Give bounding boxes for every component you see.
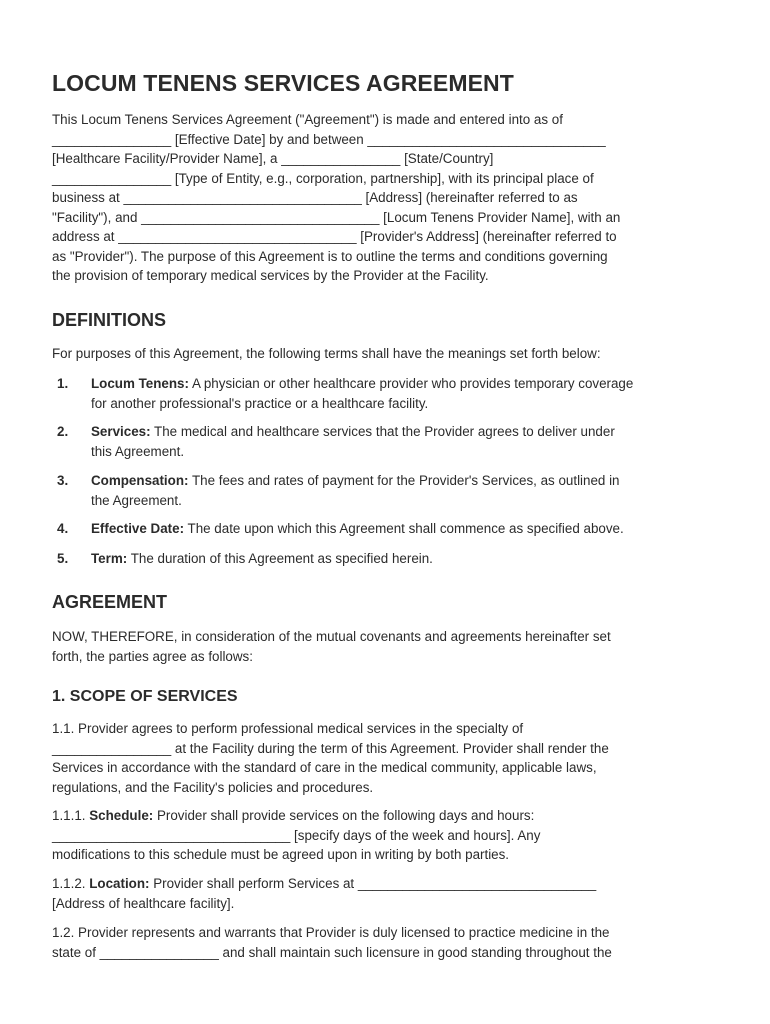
definition-term: Effective Date:: [91, 521, 185, 536]
scope-line: state of ________________ and shall maintain such licensure in good standing throughout the: [52, 944, 612, 960]
definition-text: The medical and healthcare services that the Provider agrees to deliver under: [150, 424, 615, 439]
clause-label: Location:: [89, 876, 150, 891]
intro-line: the provision of temporary medical services by the Provider at the Facility.: [52, 268, 489, 283]
scope-paragraph-1-2: [52, 923, 724, 962]
scope-line: Services in accordance with the standard of care in the medical community, applicable laws,: [52, 760, 597, 775]
scope-line: regulations, and the Facility's policies and procedures.: [52, 779, 374, 795]
definition-number: 2.: [57, 424, 69, 439]
scope-line: 1.2. Provider represents and warrants that Provider is duly licensed to practice medicine in the: [52, 925, 610, 940]
agreement-line: NOW, THEREFORE, in consideration of the mutual covenants and agreements hereinafter set: [52, 629, 611, 644]
definition-term: Term:: [91, 551, 128, 566]
intro-line: address at ________________________________ [Provider's Address] (hereinafter referred to: [52, 229, 617, 244]
definition-text: A physician or other healthcare provider who provides temporary coverage: [188, 376, 634, 391]
scope-line: Provider shall provide services on the following days and hours:: [153, 808, 535, 823]
intro-line: as "Provider"). The purpose of this Agreement is to outline the terms and conditions governing: [52, 248, 608, 264]
definition-number: 3.: [57, 473, 69, 488]
clause-label: Schedule:: [89, 808, 154, 823]
definition-text: The date upon which this Agreement shall commence as specified above.: [184, 521, 624, 536]
intro-line: ________________ [Type of Entity, e.g., corporation, partnership], with its principal place of: [52, 170, 594, 186]
definition-number: 5.: [57, 551, 69, 566]
definition-text: The duration of this Agreement as specified herein.: [127, 551, 433, 566]
intro-line: [Healthcare Facility/Provider Name], a ________________ [State/Country]: [52, 151, 494, 166]
scope-line: ________________________________ [specify days of the week and hours]. Any: [52, 827, 541, 843]
clause-number: 1.1.1.: [52, 808, 90, 823]
definition-term: Compensation:: [91, 473, 189, 488]
definition-text: this Agreement.: [91, 443, 185, 459]
definitions-heading: DEFINITIONS: [52, 310, 167, 330]
agreement-line: forth, the parties agree as follows:: [52, 648, 253, 664]
scope-line: modifications to this schedule must be agreed upon in writing by both parties.: [52, 847, 510, 862]
definition-term: Services:: [91, 424, 151, 439]
agreement-heading: AGREEMENT: [52, 592, 168, 612]
definitions-lead: For purposes of this Agreement, the following terms shall have the meanings set forth below:: [52, 346, 601, 361]
scope-line: Provider shall perform Services at ________________________________: [149, 876, 597, 891]
scope-line: ________________ at the Facility during the term of this Agreement. Provider shall render the: [52, 740, 609, 756]
definition-term: Locum Tenens:: [91, 376, 189, 391]
document-title: LOCUM TENENS SERVICES AGREEMENT: [52, 70, 514, 96]
agreement-paragraph: [52, 627, 724, 666]
intro-line: This Locum Tenens Services Agreement ("Agreement") is made and entered into as of: [52, 112, 563, 127]
scope-line: 1.1. Provider agrees to perform professional medical services in the specialty of: [52, 721, 524, 736]
clause-number: 1.1.2.: [52, 876, 90, 891]
scope-paragraph-schedule: [52, 806, 724, 865]
intro-line: business at ________________________________ [Address] (hereinafter referred to as: [52, 190, 578, 205]
definition-text: The fees and rates of payment for the Provider's Services, as outlined in: [188, 473, 620, 488]
definition-number: 4.: [57, 521, 69, 536]
intro-line: "Facility"), and ________________________________ [Locum Tenens Provider Name], with an: [52, 209, 621, 225]
scope-paragraph-location: [52, 874, 724, 913]
intro-paragraph: [52, 110, 724, 286]
definition-text: for another professional's practice or a healthcare facility.: [91, 395, 429, 411]
definition-text: the Agreement.: [91, 492, 182, 508]
scope-paragraph-1-1: [52, 719, 724, 797]
scope-line: [Address of healthcare facility].: [52, 895, 235, 911]
scope-heading: 1. SCOPE OF SERVICES: [52, 688, 238, 705]
definition-number: 1.: [57, 376, 69, 391]
intro-line: ________________ [Effective Date] by and between ________________________________: [52, 131, 606, 147]
